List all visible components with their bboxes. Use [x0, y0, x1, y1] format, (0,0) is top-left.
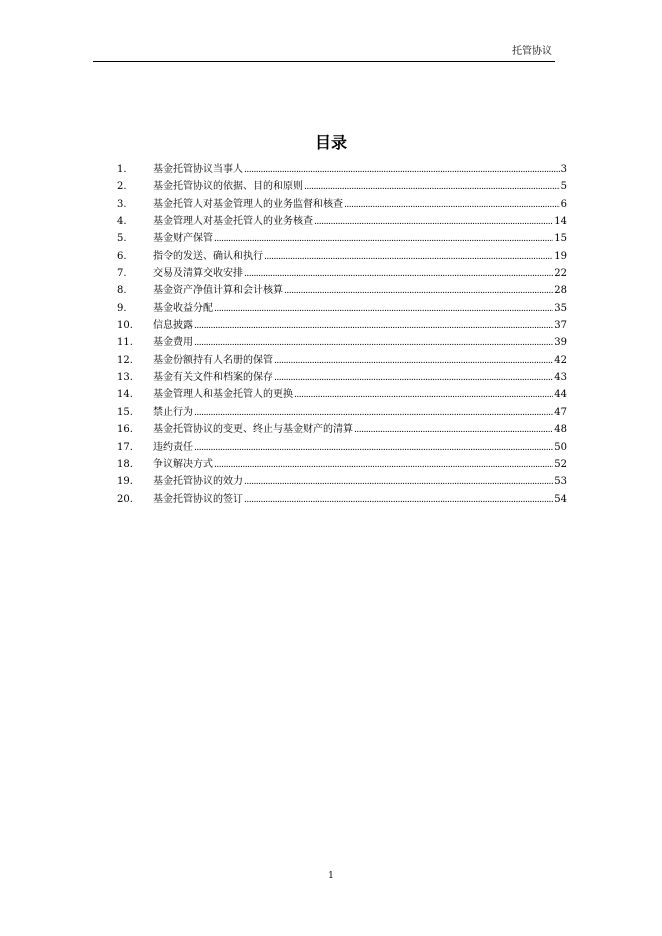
toc-entry-number: 15. — [117, 406, 133, 418]
toc-entry-label: 争议解决方式 — [153, 458, 213, 470]
toc-dot-leader — [194, 406, 553, 420]
toc-entry-page: 52 — [554, 458, 567, 470]
toc-entry-label: 基金收益分配 — [153, 302, 213, 314]
toc-dot-leader — [294, 388, 553, 402]
toc-list — [117, 163, 567, 510]
toc-entry-number: 19. — [117, 476, 133, 488]
toc-entry-label: 基金有关文件和档案的保存 — [153, 372, 273, 384]
toc-dot-leader — [194, 336, 553, 350]
toc-entry-label: 基金财产保管 — [153, 233, 213, 245]
toc-entry[interactable] — [117, 423, 567, 440]
toc-entry-label: 基金托管人对基金管理人的业务监督和核查 — [153, 198, 343, 210]
toc-entry-label: 基金托管协议的变更、终止与基金财产的清算 — [153, 424, 353, 436]
toc-dot-leader — [244, 493, 553, 507]
toc-entry-number: 8. — [117, 285, 127, 297]
toc-dot-leader — [244, 267, 553, 281]
toc-entry[interactable] — [117, 371, 567, 388]
toc-entry-number: 5. — [117, 233, 127, 245]
toc-entry[interactable] — [117, 458, 567, 475]
toc-dot-leader — [214, 302, 553, 316]
toc-entry[interactable] — [117, 180, 567, 197]
toc-entry[interactable] — [117, 302, 567, 319]
toc-entry-number: 14. — [117, 389, 133, 401]
toc-entry-number: 6. — [117, 250, 127, 262]
toc-entry-page: 50 — [554, 441, 567, 453]
toc-dot-leader — [194, 319, 553, 333]
toc-entry-number: 16. — [117, 424, 133, 436]
toc-dot-leader — [214, 458, 553, 472]
toc-entry[interactable] — [117, 284, 567, 301]
toc-dot-leader — [344, 198, 560, 212]
toc-entry-page: 48 — [554, 424, 567, 436]
toc-entry-page: 22 — [554, 268, 567, 280]
toc-entry-label: 禁止行为 — [153, 406, 193, 418]
toc-entry[interactable] — [117, 354, 567, 371]
toc-entry-label: 基金资产净值计算和会计核算 — [153, 285, 283, 297]
toc-dot-leader — [274, 371, 553, 385]
toc-entry-page: 39 — [554, 337, 567, 349]
toc-entry-number: 3. — [117, 198, 127, 210]
toc-entry-number: 20. — [117, 493, 133, 505]
toc-dot-leader — [244, 475, 553, 489]
toc-dot-leader — [274, 354, 553, 368]
toc-entry[interactable] — [117, 336, 567, 353]
toc-entry-page: 19 — [554, 250, 567, 262]
toc-entry-number: 13. — [117, 372, 133, 384]
toc-entry[interactable] — [117, 215, 567, 232]
toc-dot-leader — [244, 163, 560, 177]
toc-entry-page: 54 — [554, 493, 567, 505]
toc-entry-page: 28 — [554, 285, 567, 297]
toc-entry-label: 交易及清算交收安排 — [153, 268, 243, 280]
toc-entry-page: 37 — [554, 320, 567, 332]
toc-entry-number: 2. — [117, 181, 127, 193]
toc-title: 目录 — [314, 133, 347, 152]
toc-entry[interactable] — [117, 163, 567, 180]
toc-entry-label: 违约责任 — [153, 441, 193, 453]
toc-entry-number: 1. — [117, 164, 127, 175]
toc-entry[interactable] — [117, 198, 567, 215]
toc-entry-number: 7. — [117, 268, 127, 280]
toc-entry-label: 信息披露 — [153, 320, 193, 332]
toc-dot-leader — [354, 423, 553, 437]
toc-entry-number: 10. — [117, 320, 133, 332]
toc-entry-label: 基金托管协议的依据、目的和原则 — [153, 181, 303, 193]
toc-entry[interactable] — [117, 250, 567, 267]
toc-entry-number: 9. — [117, 302, 127, 314]
toc-entry-page: 44 — [554, 389, 567, 401]
toc-entry-number: 17. — [117, 441, 133, 453]
page-number: 1 — [328, 871, 334, 881]
toc-entry[interactable] — [117, 232, 567, 249]
toc-entry-page: 14 — [554, 216, 567, 228]
toc-dot-leader — [304, 180, 560, 194]
toc-entry-label: 指令的发送、确认和执行 — [153, 250, 263, 262]
toc-entry-page: 42 — [554, 354, 567, 366]
toc-dot-leader — [264, 250, 553, 264]
toc-entry-page: 3 — [560, 164, 567, 175]
toc-entry-page: 47 — [554, 406, 567, 418]
toc-entry-label: 基金托管协议当事人 — [153, 164, 243, 175]
toc-entry-page: 6 — [560, 198, 567, 210]
toc-entry[interactable] — [117, 406, 567, 423]
toc-entry-label: 基金托管协议的签订 — [153, 493, 243, 505]
toc-entry-label: 基金管理人和基金托管人的更换 — [153, 389, 293, 401]
toc-dot-leader — [284, 284, 553, 298]
header-title: 托管协议 — [512, 46, 552, 57]
toc-entry-page: 35 — [554, 302, 567, 314]
toc-entry[interactable] — [117, 493, 567, 510]
toc-entry[interactable] — [117, 388, 567, 405]
toc-entry-page: 53 — [554, 476, 567, 488]
toc-entry-number: 11. — [117, 337, 133, 349]
toc-entry-number: 18. — [117, 458, 133, 470]
toc-entry[interactable] — [117, 441, 567, 458]
toc-dot-leader — [314, 215, 553, 229]
toc-dot-leader — [214, 232, 553, 246]
toc-entry-number: 4. — [117, 216, 127, 228]
header-rule — [93, 61, 555, 62]
toc-entry-page: 43 — [554, 372, 567, 384]
toc-entry[interactable] — [117, 319, 567, 336]
toc-entry-label: 基金管理人对基金托管人的业务核查 — [153, 216, 313, 228]
toc-entry[interactable] — [117, 267, 567, 284]
toc-entry-label: 基金费用 — [153, 337, 193, 349]
toc-dot-leader — [194, 441, 553, 455]
toc-entry-page: 5 — [560, 181, 567, 193]
toc-entry-label: 基金托管协议的效力 — [153, 476, 243, 488]
toc-entry[interactable] — [117, 475, 567, 492]
toc-entry-page: 15 — [554, 233, 567, 245]
toc-entry-number: 12. — [117, 354, 133, 366]
toc-entry-label: 基金份额持有人名册的保管 — [153, 354, 273, 366]
